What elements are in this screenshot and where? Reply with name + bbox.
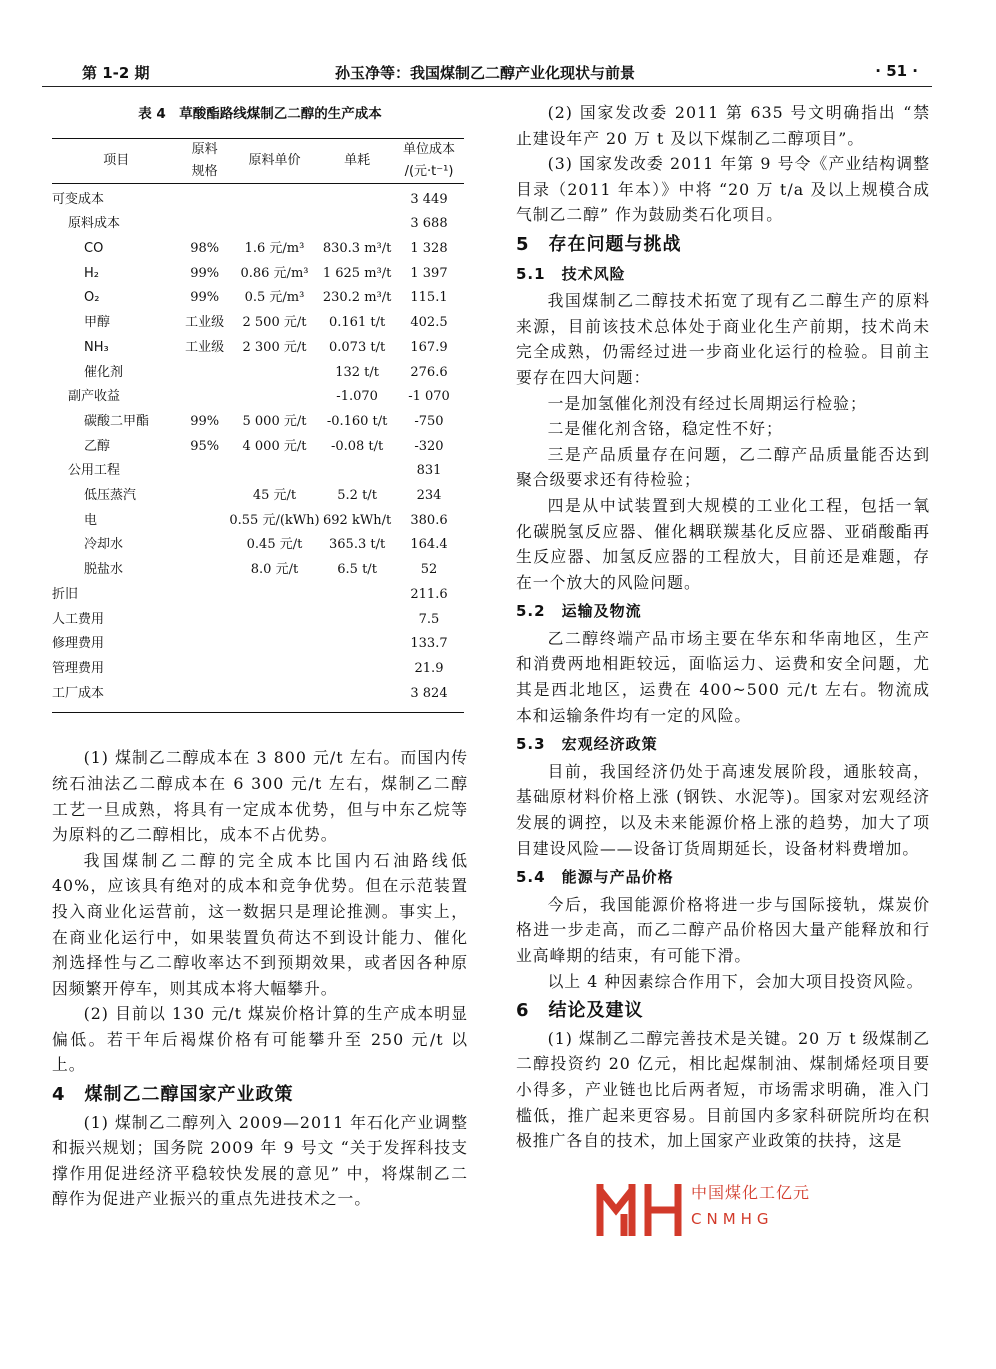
watermark-line-2: CNMHG — [691, 1210, 774, 1228]
table-cell: -0.08 t/t — [330, 438, 384, 454]
cost-table — [52, 138, 464, 714]
table-cell — [181, 608, 229, 633]
table-row — [52, 286, 464, 311]
table-cell: O₂ — [84, 290, 100, 306]
table-cell: 碳酸二甲酯 — [84, 413, 150, 429]
body-paragraph: (1) 煤制乙二醇完善技术是关键。20 万 t 级煤制乙二醇投资约 20 亿元，相比起煤制油、煤制烯烃项目要小得多，产业链也比后两者短，市场需求明确，准入门槛低，推广起来更容易。目前国内多家科研院所均在积极推广各自的技术，加上国家产业政策的扶持，这是 — [516, 1028, 930, 1151]
page-number: · 51 · — [875, 62, 918, 80]
table-row — [52, 212, 464, 237]
table-cell: 乙醇 — [84, 438, 111, 454]
table-cell: 8.0 元/t — [250, 562, 299, 578]
section-heading-6: 6 结论及建议 — [516, 1000, 644, 1022]
table-cell: 831 — [416, 463, 442, 479]
body-paragraph: 今后，我国能源价格将进一步与国际接轨，煤炭价格进一步走高，而乙二醇产品价格因大量产能释放和行业高峰期的结束，有可能下滑。 — [516, 894, 930, 965]
table-cell: 21.9 — [414, 660, 444, 676]
body-paragraph: (1) 煤制乙二醇列入 2009—2011 年石化产业调整和振兴规划；国务院 2009 年 9 号文 “关于发挥科技支撑作用促进经济平稳较快发展的意见” 中，将煤制乙二醇作为促进产业振兴的重点先进技术之一。 — [52, 1112, 468, 1209]
table-cell: 低压蒸汽 — [84, 488, 137, 504]
table-cell: 0.45 元/t — [246, 537, 303, 553]
body-paragraph: 乙二醇终端产品市场主要在华东和华南地区，生产和消费两地相距较远，面临运力、运费和安全问题，尤其是西北地区，运费在 400~500 元/t 左右。物流成本和运输条件均有一定的风险。 — [516, 628, 930, 725]
table-row — [52, 262, 464, 287]
table-cell — [320, 183, 394, 212]
table-cell: 5.2 t/t — [337, 488, 377, 504]
table-cell — [181, 583, 229, 608]
table-cell — [181, 533, 229, 558]
table-cell: 6.5 t/t — [337, 562, 377, 578]
table-cell: 99% — [190, 413, 220, 429]
subsection-heading-5-4: 5.4 能源与产品价格 — [516, 868, 674, 887]
table-cell — [181, 183, 229, 212]
table-cell: 冷却水 — [84, 537, 124, 553]
table-cell: 365.3 t/t — [329, 537, 386, 553]
running-title: 孙玉净等：我国煤制乙二醇产业化现状与前景 — [334, 64, 635, 82]
table-cell: 4 000 元/t — [242, 438, 307, 454]
subsection-heading-5-1: 5.1 技术风险 — [516, 264, 626, 283]
body-paragraph: 二是催化剂含铬，稳定性不好； — [547, 419, 783, 439]
table-cell: 0.073 t/t — [329, 339, 386, 355]
subsection-heading-5-2: 5.2 运输及物流 — [516, 602, 642, 621]
table-cell: -1.070 — [336, 389, 378, 405]
cost-table-header — [52, 138, 464, 183]
table-cell — [320, 212, 394, 237]
col-header-unit-cost — [394, 138, 464, 183]
table-cell: 0.5 元/m³ — [244, 290, 305, 306]
table-cell — [181, 459, 229, 484]
right-column — [516, 100, 930, 1154]
table-cell: 99% — [190, 290, 220, 306]
table-cell: 可变成本 — [52, 191, 105, 207]
table-cell: -0.160 t/t — [326, 413, 388, 429]
table-cell: -320 — [414, 438, 444, 454]
col-header-spec-text: 原料 规格 — [191, 141, 218, 179]
table-cell: 99% — [190, 265, 220, 281]
table-cell: -750 — [414, 413, 444, 429]
table-cell — [181, 682, 229, 713]
table-cell — [320, 608, 394, 633]
table-cell: 0.161 t/t — [329, 315, 386, 331]
table-cell: 52 — [420, 562, 438, 578]
table-cell — [229, 183, 320, 212]
table-cell: 830.3 m³/t — [322, 241, 392, 256]
table-cell: 甲醇 — [84, 315, 111, 331]
cost-table-body — [52, 183, 464, 713]
table-cell: 电 — [84, 512, 98, 528]
table-cell: 2 300 元/t — [242, 339, 307, 355]
body-paragraph: 目前，我国经济仍处于高速发展阶段，通胀较高，基础原材料价格上涨 (钢铁、水泥等)。国家对宏观经济发展的调控，以及未来能源价格上涨的趋势，加大了项目建设风险——设备订货周期延长，设备材料费增加。 — [516, 761, 930, 858]
table-cell: 133.7 — [410, 636, 448, 652]
col-header-consumption: 单耗 — [320, 138, 394, 183]
table-row — [52, 410, 464, 435]
table-cell — [229, 632, 320, 657]
table-row — [52, 558, 464, 583]
table-cell: 公用工程 — [68, 463, 121, 479]
table-cell: 276.6 — [410, 364, 448, 380]
table-cell: 原料成本 — [68, 216, 121, 232]
table-cell — [320, 657, 394, 682]
table-cell — [181, 361, 229, 386]
table-cell — [181, 484, 229, 509]
body-paragraph: 以上 4 种因素综合作用下，会加大项目投资风险。 — [547, 971, 924, 991]
table-cell — [181, 558, 229, 583]
table-cell — [181, 632, 229, 657]
table-cell: 催化剂 — [84, 364, 124, 380]
table-cell: 95% — [190, 438, 220, 454]
table-cell: 234 — [416, 488, 442, 504]
table-row — [52, 385, 464, 410]
table-cell: 3 449 — [410, 191, 448, 207]
col-header-unit-price: 原料单价 — [229, 138, 320, 183]
section-heading-5: 5 存在问题与挑战 — [516, 233, 682, 255]
table-row — [52, 583, 464, 608]
table-cell: 132 t/t — [335, 364, 379, 380]
table-row — [52, 311, 464, 336]
watermark-text — [691, 1180, 810, 1232]
table-cell: 211.6 — [410, 586, 448, 602]
table-cell: 0.55 元/(kWh) — [229, 512, 320, 528]
col-header-item: 项目 — [52, 138, 181, 183]
table-cell: 人工费用 — [52, 611, 105, 627]
table-cell: 折旧 — [52, 586, 79, 602]
table-cell: 230.2 m³/t — [322, 290, 392, 306]
table-row — [52, 435, 464, 460]
table-cell — [320, 682, 394, 713]
table-cell: 修理费用 — [52, 636, 105, 652]
table-cell: 164.4 — [410, 537, 448, 553]
table-cell — [229, 682, 320, 713]
left-column — [52, 100, 468, 1212]
table-cell — [229, 657, 320, 682]
table-row — [52, 183, 464, 212]
subsection-heading-5-3: 5.3 宏观经济政策 — [516, 735, 658, 754]
table-cell — [181, 657, 229, 682]
table-row — [52, 361, 464, 386]
table-cell: 工业级 — [185, 339, 225, 355]
table-cell — [181, 212, 229, 237]
table-cell — [181, 385, 229, 410]
table-cell — [229, 385, 320, 410]
table-cell: 0.86 元/m³ — [240, 265, 309, 281]
body-paragraph: 一是加氢催化剂没有经过长周期运行检验； — [547, 393, 867, 413]
table-cell: 工业级 — [185, 315, 225, 331]
table-cell — [229, 583, 320, 608]
table-cell: 1 397 — [410, 265, 448, 281]
table-cell: 167.9 — [410, 339, 448, 355]
table-cell: 98% — [190, 241, 220, 256]
table-cell — [320, 459, 394, 484]
table-cell: 2 500 元/t — [242, 315, 307, 331]
table-cell: 692 kWh/t — [323, 512, 392, 528]
table-cell: 管理费用 — [52, 660, 105, 676]
col-header-spec — [181, 138, 229, 183]
table-row — [52, 533, 464, 558]
table-cell — [320, 632, 394, 657]
table-row — [52, 632, 464, 657]
body-paragraph: (1) 煤制乙二醇成本在 3 800 元/t 左右。而国内传统石油法乙二醇成本在 6 300 元/t 左右，煤制乙二醇工艺一旦成熟，将具有一定成本优势，但与中东乙烷等为原料的乙二醇相比，成本不占优势。 — [52, 748, 468, 845]
body-paragraph: 三是产品质量存在问题，乙二醇产品质量能否达到聚合级要求还有待检验； — [516, 444, 930, 490]
table-cell — [229, 212, 320, 237]
table-cell: 3 688 — [410, 216, 448, 232]
table-row — [52, 484, 464, 509]
table-cell: 7.5 — [418, 611, 440, 627]
body-paragraph: (3) 国家发改委 2011 年第 9 号令《产业结构调整目录（2011 年本）》中将 “20 万 t/a 及以上规模合成气制乙二醇” 作为鼓励类石化项目。 — [516, 154, 930, 225]
body-paragraph: 四是从中试装置到大规模的工业化工程，包括一氧化碳脱氢反应器、催化耦联羰基化反应器、亚硝酸酯再生反应器、加氢反应器的工程放大，目前还是难题，存在一个放大的风险问题。 — [516, 495, 930, 592]
table-cell: CO — [84, 241, 104, 256]
header-rule — [42, 86, 932, 87]
table-cell — [320, 583, 394, 608]
table-cell: 45 元/t — [252, 488, 297, 504]
table-cell: 脱盐水 — [84, 562, 124, 578]
table-cell: 1 328 — [410, 241, 448, 256]
table-row — [52, 336, 464, 361]
table-cell: 5 000 元/t — [242, 413, 307, 429]
table-cell — [229, 361, 320, 386]
section-heading-4: 4 煤制乙二醇国家产业政策 — [52, 1084, 294, 1106]
table-row — [52, 608, 464, 633]
table-cell — [229, 608, 320, 633]
table-cell: 工厂成本 — [52, 682, 181, 713]
issue-number: 第 1-2 期 — [82, 64, 150, 82]
table-cell: 115.1 — [410, 290, 448, 306]
table-row — [52, 657, 464, 682]
body-paragraph: 我国煤制乙二醇的完全成本比国内石油路线低 40%，应该具有绝对的成本和竞争优势。但在示范装置投入商业化运营前，这一数据只是理论推测。事实上，在商业化运行中，如果装置负荷达不到设计能力、催化剂选择性与乙二醇收率达不到预期效果，或者因各种原因频繁开停车，则其成本将大幅攀升。 — [52, 850, 468, 998]
table-cell: NH₃ — [84, 339, 109, 355]
body-paragraph: (2) 国家发改委 2011 第 635 号文明确指出 “禁止建设年产 20 万 t 及以下煤制乙二醇项目”。 — [516, 103, 930, 148]
table-caption: 表 4 草酸酯路线煤制乙二醇的生产成本 — [138, 106, 382, 122]
table-cell: 402.5 — [410, 315, 448, 331]
table-cell — [229, 459, 320, 484]
running-header — [40, 58, 930, 84]
table-cell: -1 070 — [408, 389, 450, 405]
watermark-line-1: 中国煤化工亿元 — [691, 1183, 811, 1202]
table-cell: 1 625 m³/t — [322, 265, 392, 281]
table-cell: 副产收益 — [68, 389, 121, 405]
table-row — [52, 682, 464, 713]
watermark-logo — [594, 1180, 688, 1240]
table-cell: H₂ — [84, 265, 99, 281]
table-cell: 1.6 元/m³ — [244, 241, 305, 256]
col-header-unit-cost-text: 单位成本 /(元·t⁻¹) — [402, 141, 455, 179]
table-cell: 3 824 — [394, 682, 464, 713]
table-cell — [181, 509, 229, 534]
body-paragraph: 我国煤制乙二醇技术拓宽了现有乙二醇生产的原料来源，目前该技术总体处于商业化生产前期，技术尚未完全成熟，仍需经过进一步商业化运行的检验。目前主要存在四大问题： — [516, 291, 930, 387]
body-paragraph: (2) 目前以 130 元/t 煤炭价格计算的生产成本明显偏低。若干年后褐煤价格有可能攀升至 250 元/t 以上。 — [52, 1004, 468, 1075]
table-cell: 380.6 — [410, 512, 448, 528]
table-row — [52, 459, 464, 484]
table-row — [52, 509, 464, 534]
table-row — [52, 237, 464, 262]
